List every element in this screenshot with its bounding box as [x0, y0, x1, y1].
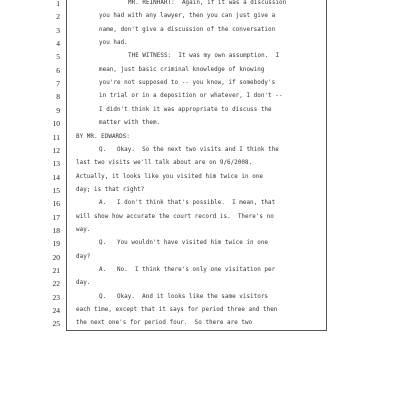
line-number: 2 — [56, 12, 60, 22]
line-text: you had with any lawyer, then you can just give a — [99, 13, 276, 20]
line-number: 16 — [52, 199, 60, 209]
line-number: 18 — [52, 225, 60, 235]
line-number: 22 — [52, 279, 60, 289]
transcript-line — [0, 304, 400, 317]
transcript-line — [0, 104, 400, 117]
transcript-line — [0, 64, 400, 77]
line-number: 12 — [52, 145, 60, 155]
transcript-line — [0, 90, 400, 103]
line-text: in trial or in a deposition or whatever, I don't -- — [99, 93, 283, 100]
line-text: the next one's for period four. So there are two — [76, 320, 253, 327]
transcript-line — [0, 184, 400, 197]
line-text: day; is that right? — [76, 186, 145, 193]
transcript-line — [0, 157, 400, 170]
line-number: 24 — [52, 306, 60, 316]
line-text: I didn't think it was appropriate to discuss the — [99, 106, 272, 113]
line-number: 13 — [52, 159, 60, 169]
line-text: A. No. I think there's only one visitation per — [99, 267, 276, 273]
line-number: 8 — [56, 92, 60, 102]
transcript-line — [0, 0, 400, 10]
line-text: BY MR. EDWARDS: — [76, 133, 130, 140]
line-number: 21 — [52, 266, 60, 275]
line-text: last two visits we'll talk about are on 9/6/2008. — [76, 160, 253, 167]
line-text: Q. Okay. So the next two visits and I think the — [99, 146, 279, 153]
transcript-line — [0, 77, 400, 90]
transcript-line — [0, 197, 400, 210]
transcript-line — [0, 264, 400, 277]
line-text: Actually, it looks like you visited him twice in one — [76, 173, 264, 180]
line-number: 23 — [52, 292, 60, 302]
line-text: THE WITNESS: It was my own assumption. I — [128, 53, 280, 60]
line-text: name, don't give a discussion of the conversation — [99, 26, 276, 33]
line-text: Q. You wouldn't have visited him twice in one — [99, 240, 269, 247]
line-number: 25 — [52, 319, 60, 329]
transcript-line — [0, 277, 400, 290]
transcript-line — [0, 171, 400, 184]
transcript-line — [0, 37, 400, 50]
line-text: MR. REINHART: Again, if it was a discussion — [128, 0, 287, 6]
transcript-line — [0, 317, 400, 330]
line-number: 17 — [52, 212, 60, 222]
line-text: day. — [76, 280, 91, 287]
line-number: 1 — [56, 0, 60, 8]
line-number: 15 — [52, 185, 60, 195]
transcript-line — [0, 117, 400, 130]
line-number: 3 — [56, 25, 60, 35]
transcript-line — [0, 251, 400, 264]
line-text: A. I don't think that's possible. I mean, that — [99, 200, 276, 207]
line-number: 10 — [52, 119, 60, 129]
line-number: 11 — [52, 132, 60, 142]
line-text: mean, just basic criminal knowledge of knowing — [99, 66, 265, 73]
line-number: 19 — [52, 239, 60, 249]
line-number: 5 — [56, 52, 60, 62]
line-number: 6 — [56, 65, 60, 75]
line-text: way. — [76, 226, 91, 233]
transcript-line — [0, 24, 400, 37]
transcript-line — [0, 50, 400, 63]
line-text: you had. — [99, 40, 128, 47]
transcript-line — [0, 224, 400, 237]
line-number: 20 — [52, 252, 60, 262]
transcript-line — [0, 291, 400, 304]
line-number: 4 — [56, 39, 60, 49]
line-number: 7 — [56, 79, 60, 89]
line-text: each time, except that it says for period three and then — [76, 307, 278, 314]
transcript-line — [0, 211, 400, 224]
transcript-line — [0, 131, 400, 144]
transcript-line — [0, 144, 400, 157]
transcript-line — [0, 237, 400, 250]
line-number: 9 — [56, 105, 60, 115]
transcript-line — [0, 10, 400, 23]
line-text: Q. Okay. And it looks like the same visitors — [99, 293, 269, 300]
line-text: you're not supposed to -- you know, if somebody's — [99, 80, 276, 87]
line-text: matter with them. — [99, 120, 161, 127]
line-text: will show how accurate the court record is. There's no — [76, 213, 274, 220]
line-text: day? — [76, 253, 91, 260]
line-number: 14 — [52, 172, 60, 182]
